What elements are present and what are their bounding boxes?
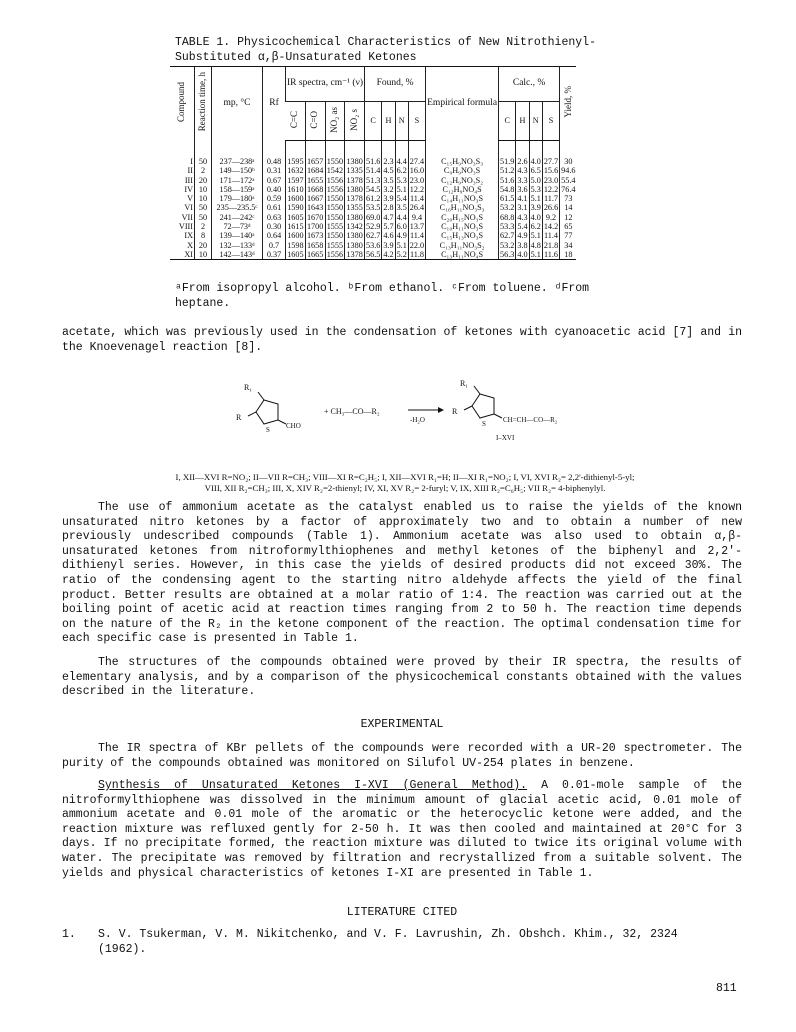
subheader-found-h: H [382, 102, 395, 141]
cell-found-2: 6.2 [396, 166, 407, 176]
cell-ir-3: 1380 [346, 240, 363, 250]
cell-found-0: 56.5 [366, 249, 381, 259]
product-r-label: R [452, 407, 458, 416]
table-row [170, 250, 576, 260]
data-table-container [170, 66, 618, 260]
paragraph-2: The structures of the compounds obtained were proved by their IR spectra, the results of elementary analysis, and by a comparison of the physicochemical constants obtained with the values described in the literature. [62, 656, 742, 699]
cell-found-3: 22.0 [409, 240, 425, 250]
cell-calc-0: 53.3 [500, 222, 515, 232]
cell-calc-2: 6.2 [530, 222, 541, 232]
cell-time: 10 [195, 185, 212, 194]
cell-found-1: 4.2 [383, 249, 394, 259]
paragraph-3: The IR spectra of KBr pellets of the compounds were recorded with a UR-20 spectrometer. The purity of the compounds obtained was monitored on Silufol UV-254 plates in benzene. [62, 742, 742, 770]
data-table [170, 66, 576, 260]
cell-ir-2: 1556 [326, 175, 344, 185]
cell-ir-2: 1556 [326, 184, 344, 194]
cell-found-1: 5.7 [383, 222, 394, 232]
cell-found-0: 69.0 [366, 212, 381, 222]
cell-found-1: 4.5 [383, 166, 394, 176]
cell-time: 10 [195, 250, 212, 260]
cell-mp: 171—172ᵃ [212, 176, 263, 185]
cell-ir-2: 1550 [325, 141, 345, 167]
table-header-row [170, 67, 576, 102]
cell-found-3: 12.2 [409, 184, 425, 194]
reference-1-text: S. V. Tsukerman, V. M. Nikitchenko, and V. F. Lavrushin, Zh. Obshch. Khim., 32, 2324 (1962). [98, 928, 678, 956]
table-row [170, 241, 576, 250]
cell-ir-2: 1550 [326, 231, 344, 241]
cell-calc-0: 62.7 [500, 231, 515, 241]
cell-calc-1: 4.0 [517, 249, 528, 259]
cell-time: 20 [195, 241, 212, 250]
cell-formula: C₉H₉NO₃S [426, 166, 499, 175]
cell-found-0: 51.3 [366, 175, 381, 185]
cell-formula: C₁₃H₁₁NO₃S₂ [426, 241, 499, 250]
cell-mp: 158—159ᵃ [212, 185, 263, 194]
cell-calc-1: 3.8 [517, 240, 528, 250]
cell-found-2: 4.4 [395, 141, 408, 167]
cell-calc-0: 54.8 [500, 184, 515, 194]
product-label: I–XVI [496, 434, 515, 442]
cell-ir-3: 1378 [346, 194, 363, 204]
cell-time: 20 [195, 176, 212, 185]
cell-compound: II [187, 166, 193, 176]
table-footnote-line1: ᵃFrom isopropyl alcohol. ᵇFrom ethanol. ᶜFrom toluene. ᵈFrom [175, 282, 590, 295]
subheader-found-n: N [395, 102, 408, 141]
cell-found-3: 11.4 [409, 231, 424, 241]
cell-found-3: 26.4 [409, 203, 425, 213]
scheme-legend: I, XII—XVI R=NO₂; II—VII R=CH₃; VIII—XI R=C₂H₅; I, XII—XVI R₁=H; II—XI R₁=NO₂; I, VI, XVI R₂= 2,2'-dithienyl-5-yl; VIII, XII R₂=CH₃; III, X, XIV R₂=2-thienyl; IV, XI, XV R₂= 2-furyl; V, IX, XIII R₂=C₆H₅; VII R₂= 4-biphenylyl. [175, 472, 635, 493]
cell-ir-2: 1550 [326, 212, 344, 222]
synthesis-title: Synthesis of Unsaturated Ketones I-XVI (General Method). [98, 779, 528, 792]
cell-calc-1: 2.6 [516, 141, 529, 167]
cell-yield: 12 [560, 213, 577, 222]
cell-ir-0: 1632 [287, 166, 304, 176]
cell-formula: C₁₂H₉NO₄S [426, 185, 499, 194]
cell-formula: C₂₀H₁₅NO₃S [426, 213, 499, 222]
cell-calc-2: 5.1 [530, 249, 541, 259]
header-formula: Empirical formula [426, 67, 499, 141]
cell-calc-2: 4.8 [530, 240, 541, 250]
reactant-s-label: S [266, 426, 270, 434]
cell-calc-3: 27.7 [542, 141, 559, 167]
cell-calc-1: 3.3 [517, 175, 528, 185]
table-caption-line1: TABLE 1. Physicochemical Characteristics of New Nitrothienyl- [175, 36, 596, 49]
cell-ir-3: 1380 [346, 212, 363, 222]
cell-found-1: 4.6 [383, 231, 394, 241]
header-rf: Rf [263, 67, 286, 141]
cell-found-2: 3.5 [396, 203, 407, 213]
cell-found-3: 11.4 [409, 194, 424, 204]
cell-found-3: 23.0 [409, 175, 425, 185]
synthesis-body: A 0.01-mole sample of the nitroformylthiophene was dissolved in the minimum amount of glacial acetic acid, 0.01 mole of ammonium acetate and 0.01 mole of the aromatic or the heterocyclic ketone were added, and the reaction mixture was refluxed gently for 2-50 h. It was then cooled and maintained at 20°C for 3 days. If no precipitate formed, the reaction mixture was diluted to twice its original volume with water. The precipitate was removed by filtration and recrystallized from a suitable solvent. The yields and physical characteristics of ketones I-XI are presented in Table 1. [62, 779, 743, 880]
cell-ir-1: 1673 [306, 231, 324, 241]
cell-rf: 0.67 [263, 176, 286, 185]
subheader-calc-h: H [516, 102, 529, 141]
cell-rf: 0.37 [263, 250, 286, 260]
product-chain-label: CH=CH—CO—R₂ [503, 416, 558, 424]
reactant-cho-bond [278, 420, 286, 424]
cell-found-0: 51.4 [366, 166, 381, 176]
cell-calc-3: 11.6 [543, 249, 558, 259]
product-chain-bond [494, 414, 502, 418]
arrow-label: -H₂O [410, 416, 425, 424]
cell-ir-0: 1595 [286, 141, 306, 167]
cell-yield: 76.4 [561, 184, 576, 194]
header-mp: mp, °C [212, 67, 263, 141]
cell-calc-3: 23.0 [543, 175, 559, 185]
cell-ir-1: 1657 [305, 141, 325, 167]
cell-found-0: 53.6 [366, 240, 381, 250]
cell-ir-3: 1342 [346, 222, 363, 232]
cell-found-2: 5.1 [396, 240, 407, 250]
subheader-calc-c: C [499, 102, 516, 141]
cell-calc-0: 68.8 [500, 212, 515, 222]
cell-ir-0: 1615 [287, 222, 304, 232]
cell-rf: 0.31 [263, 166, 286, 175]
cell-calc-3: 11.7 [543, 194, 558, 204]
table-row [170, 194, 576, 203]
cell-formula: C₁₄H₁₁NO₃S [426, 194, 499, 203]
cell-time: 8 [195, 231, 212, 240]
cell-compound: VIII [178, 222, 193, 232]
cell-ir-2: 1550 [326, 194, 344, 204]
cell-found-2: 4.9 [396, 231, 407, 241]
cell-calc-0: 53.2 [500, 203, 515, 213]
cell-calc-3: 26.6 [543, 203, 559, 213]
table-row [170, 203, 576, 212]
table-caption [175, 35, 655, 65]
cell-found-0: 54.5 [366, 184, 381, 194]
cell-ir-1: 1700 [306, 222, 324, 232]
subheader-found-s: S [408, 102, 425, 141]
cell-mp: 149—150ᵇ [212, 166, 263, 175]
table-footnote-line2: heptane. [175, 297, 231, 310]
cell-ir-0: 1598 [287, 240, 304, 250]
cell-ir-0: 1610 [287, 184, 304, 194]
cell-ir-1: 1668 [306, 184, 324, 194]
cell-time: 50 [195, 141, 212, 167]
cell-yield: 14 [560, 203, 577, 212]
cell-mp: 179—180ᵃ [212, 194, 263, 203]
cell-mp: 139—140ᵃ [212, 231, 263, 240]
cell-found-1: 2.8 [383, 203, 394, 213]
header-ir-group: IR spectra, cm⁻¹ (ν) [286, 67, 365, 102]
cell-ir-0: 1590 [287, 203, 304, 213]
reactant-cho-label: CHO [286, 422, 301, 430]
cell-found-1: 3.5 [383, 175, 394, 185]
paragraph-1: The use of ammonium acetate as the catalyst enabled us to raise the yields of the known unsaturated nitro ketones by a factor of approximately two and to obtain a number of new previously undescribed compounds (Table 1). Ammonium acetate was also used to obtain α,β-unsaturated ketones from nitroformylthiophenes and methyl ketones of the biphenyl and 2,2'-dithienyl series. However, in this case the yields of desired products did not exceed 30%. The ratio of the condensing agent to the starting nitro aldehyde affects the yield of the final product. Better results are obtained at a molar ratio of 1:4. The reaction was carried out at the boiling point of acetic acid at reaction times ranging from 2 to 50 h. The reaction time depends on the nature of the R₂ in the ketone component of the reaction. The optimal condensation time for each specific case is presented in Table 1. [62, 501, 742, 646]
table-row [170, 231, 576, 240]
cell-yield: 30 [560, 141, 577, 167]
literature-heading: LITERATURE CITED [346, 906, 458, 919]
cell-rf: 0.30 [263, 222, 286, 231]
experimental-heading: EXPERIMENTAL [360, 718, 444, 731]
table-caption-line2: Substituted α,β-Unsaturated Ketones [175, 51, 417, 64]
cell-compound: VII [181, 212, 193, 222]
cell-calc-1: 3.1 [517, 203, 528, 213]
cell-calc-1: 4.3 [517, 212, 528, 222]
cell-time: 50 [195, 203, 212, 212]
cell-found-0: 62.7 [366, 231, 381, 241]
cell-ir-1: 1655 [306, 175, 324, 185]
cell-calc-0: 51.9 [499, 141, 516, 167]
cell-mp: 235—235.5ᶜ [212, 203, 263, 212]
cell-formula: C₁₃H₁₁NO₄S [426, 250, 499, 260]
cell-calc-1: 4.3 [517, 166, 528, 176]
cell-rf: 0.64 [263, 231, 286, 240]
cell-compound: X [187, 240, 193, 250]
subheader-ir-0: C=C [286, 102, 306, 141]
cell-formula: C₁₅H₉NO₃S₃ [426, 141, 499, 167]
cell-ir-2: 1542 [326, 166, 344, 176]
cell-yield: 34 [560, 241, 577, 250]
cell-found-0: 52.9 [366, 222, 381, 232]
reaction-scheme [230, 378, 590, 468]
cell-ir-3: 1380 [345, 141, 365, 167]
cell-ir-1: 1665 [306, 249, 324, 259]
table-row [170, 222, 576, 231]
subheader-calc-n: N [529, 102, 542, 141]
cell-time: 50 [195, 213, 212, 222]
cell-rf: 0.40 [263, 185, 286, 194]
cell-ir-2: 1555 [326, 240, 344, 250]
cell-time: 2 [195, 166, 212, 175]
cell-yield: 77 [560, 231, 577, 240]
reactant-r1-label: R₁ [244, 383, 253, 392]
cell-found-1: 3.9 [383, 240, 394, 250]
table-row [170, 213, 576, 222]
cell-calc-1: 5.4 [517, 222, 528, 232]
table-row [170, 141, 576, 167]
cell-formula: C₁₀H₁₁NO₃S [426, 222, 499, 231]
cell-calc-2: 5.3 [530, 184, 541, 194]
cell-mp: 72—73ᵈ [212, 222, 263, 231]
product-r1-label: R₁ [460, 379, 469, 388]
product-s-label: S [482, 420, 486, 428]
cell-found-0: 61.2 [366, 194, 381, 204]
cell-calc-1: 4.1 [517, 194, 528, 204]
page-number: 811 [716, 982, 737, 995]
cell-mp: 132—133ᵈ [212, 241, 263, 250]
cell-compound: I [190, 156, 193, 166]
cell-calc-2: 6.5 [530, 166, 541, 176]
cell-rf: 0.7 [263, 241, 286, 250]
cell-found-3: 11.8 [409, 249, 424, 259]
cell-ir-1: 1670 [306, 212, 324, 222]
cell-mp: 237—238ᵃ [212, 141, 263, 167]
cell-ir-0: 1605 [287, 212, 304, 222]
cell-time: 2 [195, 222, 212, 231]
table-row [170, 166, 576, 175]
cell-compound: VI [184, 203, 193, 213]
cell-compound: XI [170, 250, 195, 260]
header-yield: Yield, % [560, 67, 577, 141]
header-compound: Compound [170, 67, 195, 141]
cell-calc-3: 11.4 [543, 231, 558, 241]
cell-found-0: 53.5 [366, 203, 381, 213]
cell-ir-3: 1380 [346, 184, 363, 194]
cell-found-3: 27.4 [408, 141, 425, 167]
cell-calc-3: 9.2 [542, 213, 559, 222]
cell-calc-3: 12.2 [543, 184, 559, 194]
cell-found-1: 3.2 [383, 184, 394, 194]
cell-found-3: 13.7 [409, 222, 425, 232]
table-row [170, 185, 576, 194]
reactant-r1-bond [258, 392, 264, 400]
cell-rf: 0.59 [263, 194, 286, 203]
cell-compound: IX [184, 231, 193, 241]
cell-formula: C₁₂H₉NO₃S₂ [426, 176, 499, 185]
cell-yield: 55.4 [561, 175, 576, 185]
reactant-thiophene-ring [256, 400, 278, 424]
intro-paragraph: acetate, which was previously used in the condensation of ketones with cyanoacetic acid [7] and in the Knoevenagel reaction [8]. [62, 326, 742, 354]
cell-calc-2: 5.0 [530, 175, 541, 185]
cell-ir-3: 1355 [346, 203, 363, 213]
cell-calc-3: 21.8 [543, 240, 559, 250]
cell-formula: C₁₅H₁₃NO₃S [426, 231, 499, 240]
cell-ir-0: 1597 [287, 175, 304, 185]
subheader-ir-1: C=O [305, 102, 325, 141]
cell-ir-0: 1600 [287, 231, 304, 241]
header-found-group: Found, % [365, 67, 426, 102]
cell-calc-1: 3.6 [517, 184, 528, 194]
cell-found-0: 51.6 [365, 141, 382, 167]
cell-compound: III [184, 175, 193, 185]
cell-calc-3: 15.6 [543, 166, 559, 176]
subheader-found-c: C [365, 102, 382, 141]
cell-ir-1: 1684 [306, 166, 324, 176]
cell-ir-2: 1550 [326, 203, 344, 213]
reagent-label: + CH₃—CO—R₂ [324, 407, 380, 416]
cell-found-1: 2.3 [382, 141, 395, 167]
cell-calc-0: 51.2 [500, 166, 515, 176]
cell-found-2: 5.2 [396, 249, 407, 259]
paragraph-4 [62, 779, 742, 881]
cell-calc-3: 14.2 [543, 222, 559, 232]
subheader-ir-3: NO₂ s [345, 102, 365, 141]
cell-calc-1: 4.9 [517, 231, 528, 241]
cell-ir-3: 1335 [346, 166, 363, 176]
header-reaction-time: Reaction time, h [195, 67, 212, 141]
table-footnote [175, 281, 635, 311]
reactant-r-label: R [236, 413, 242, 422]
cell-calc-2: 3.9 [530, 203, 541, 213]
cell-found-2: 6.0 [396, 222, 407, 232]
cell-compound: V [187, 194, 193, 204]
cell-ir-1: 1667 [306, 194, 324, 204]
cell-found-2: 4.4 [396, 212, 407, 222]
cell-ir-3: 1380 [346, 231, 363, 241]
cell-ir-0: 1605 [287, 249, 304, 259]
cell-found-2: 5.3 [396, 175, 407, 185]
cell-ir-1: 1658 [306, 240, 324, 250]
cell-calc-2: 5.1 [530, 194, 541, 204]
cell-rf: 0.48 [263, 141, 286, 167]
cell-calc-0: 61.5 [500, 194, 515, 204]
cell-ir-0: 1600 [287, 194, 304, 204]
cell-calc-2: 5.1 [530, 231, 541, 241]
cell-found-1: 4.7 [383, 212, 394, 222]
cell-found-3: 16.0 [409, 166, 425, 176]
product-r-bond [464, 406, 472, 410]
cell-ir-3: 1378 [346, 249, 363, 259]
cell-rf: 0.61 [263, 203, 286, 212]
cell-yield: 94.6 [561, 166, 576, 176]
reaction-arrowhead [438, 407, 444, 413]
cell-yield: 65 [560, 222, 577, 231]
cell-found-3: 9.4 [408, 213, 425, 222]
cell-calc-0: 51.6 [500, 175, 515, 185]
header-calc-group: Calc., % [499, 67, 560, 102]
cell-found-1: 3.9 [383, 194, 394, 204]
cell-calc-2: 4.0 [530, 212, 541, 222]
cell-yield: 18 [560, 250, 577, 260]
cell-rf: 0.63 [263, 213, 286, 222]
product-thiophene-ring [472, 394, 494, 418]
cell-formula: C₁₆H₁₁NO₃S₃ [426, 203, 499, 212]
cell-calc-0: 53.2 [500, 240, 515, 250]
cell-found-2: 5.1 [396, 184, 407, 194]
cell-mp: 241—242ᶜ [212, 213, 263, 222]
cell-found-2: 5.4 [396, 194, 407, 204]
cell-ir-2: 1556 [326, 249, 344, 259]
reactant-r-bond [248, 412, 256, 416]
cell-calc-2: 4.0 [529, 141, 542, 167]
reference-1-number: 1. [62, 928, 76, 941]
cell-yield: 73 [560, 194, 577, 203]
cell-time: 10 [195, 194, 212, 203]
table-body [170, 141, 576, 260]
cell-mp: 142—143ᵈ [212, 250, 263, 260]
cell-compound: IV [184, 184, 193, 194]
product-r1-bond [474, 386, 480, 394]
cell-calc-0: 56.3 [500, 249, 515, 259]
cell-ir-2: 1555 [326, 222, 344, 232]
subheader-calc-s: S [542, 102, 559, 141]
table-row [170, 176, 576, 185]
cell-ir-3: 1378 [346, 175, 363, 185]
subheader-ir-2: NO₂ as [325, 102, 345, 141]
cell-ir-1: 1643 [306, 203, 324, 213]
